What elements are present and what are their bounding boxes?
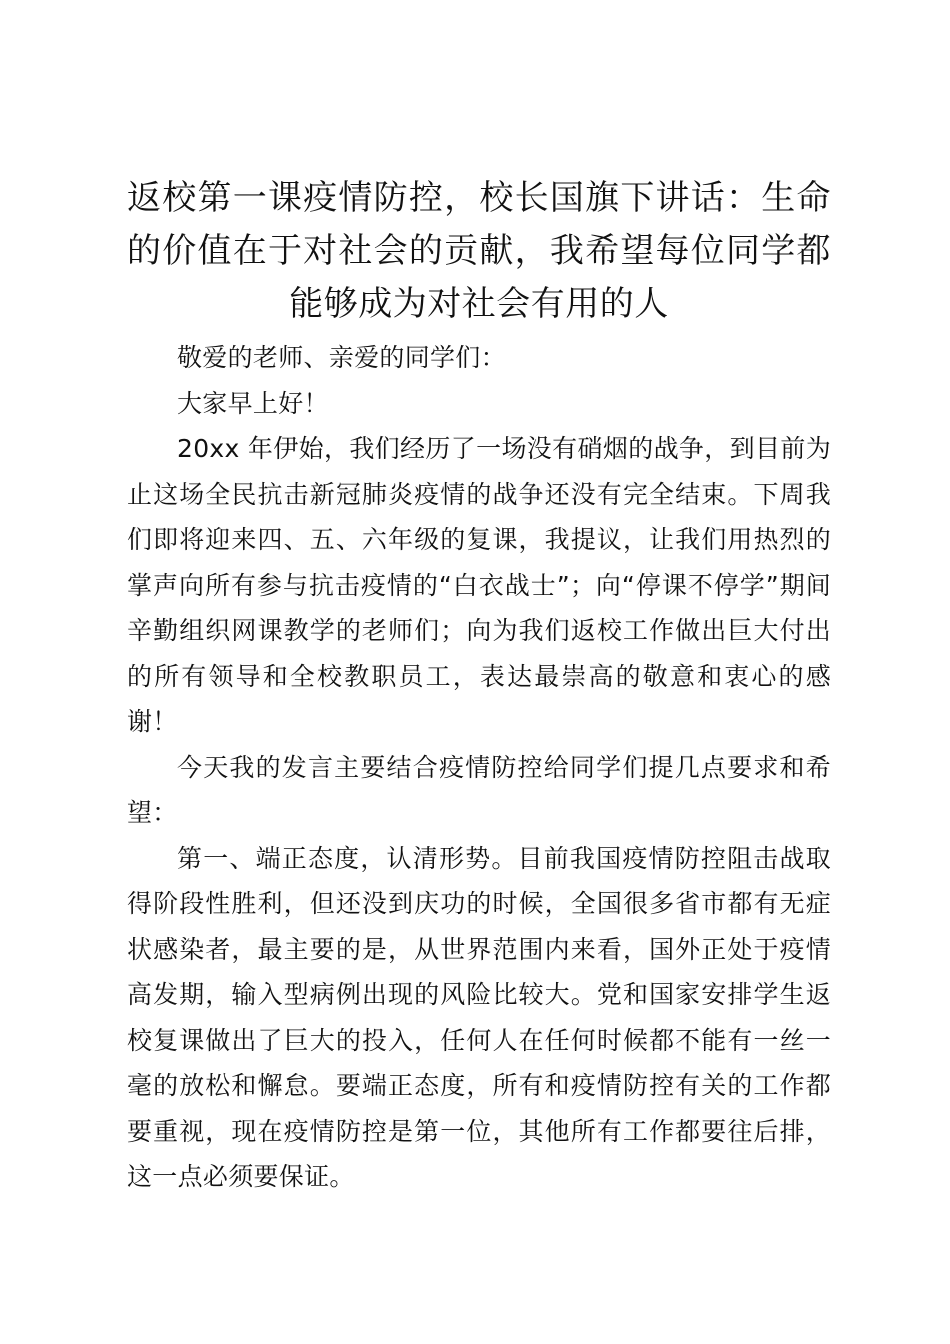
paragraph-point-one: 第一、端正态度，认清形势。目前我国疫情防控阻击战取得阶段性胜利，但还没到庆功的时候，全国很多省市都有无症状感染者，最主要的是，从世界范围内来看，国外正处于疫情高发期，输入型病例出现的风险比较大。党和国家安排学生返校复课做出了巨大的投入，任何人在任何时候都不能有一丝一毫的放松和懈怠。要端正态度，所有和疫情防控有关的工作都要重视，现在疫情防控是第一位，其他所有工作都要往后排，这一点必须要保证。 bbox=[127, 843, 831, 1191]
paragraph-opening: 20xx 年伊始，我们经历了一场没有硝烟的战争，到目前为止这场全民抗击新冠肺炎疫情的战争还没有完全结束。下周我们即将迎来四、五、六年级的复课，我提议，让我们用热烈的掌声向所有参与抗击疫情的“白衣战士”；向“停课不停学”期间辛勤组织网课教学的老师们；向为我们返校工作做出巨大付出的所有领导和全校教职员工，表达最崇高的敬意和衷心的感谢！ bbox=[127, 434, 831, 736]
document-title: 返校第一课疫情防控，校长国旗下讲话：生命的价值在于对社会的贡献，我希望每位同学都能够成为对社会有用的人 bbox=[127, 178, 831, 324]
paragraph-intro: 今天我的发言主要结合疫情防控给同学们提几点要求和希望： bbox=[127, 752, 831, 827]
salutation: 敬爱的老师、亲爱的同学们： bbox=[177, 343, 506, 372]
document-body bbox=[127, 172, 831, 1200]
greeting: 大家早上好！ bbox=[177, 388, 329, 418]
